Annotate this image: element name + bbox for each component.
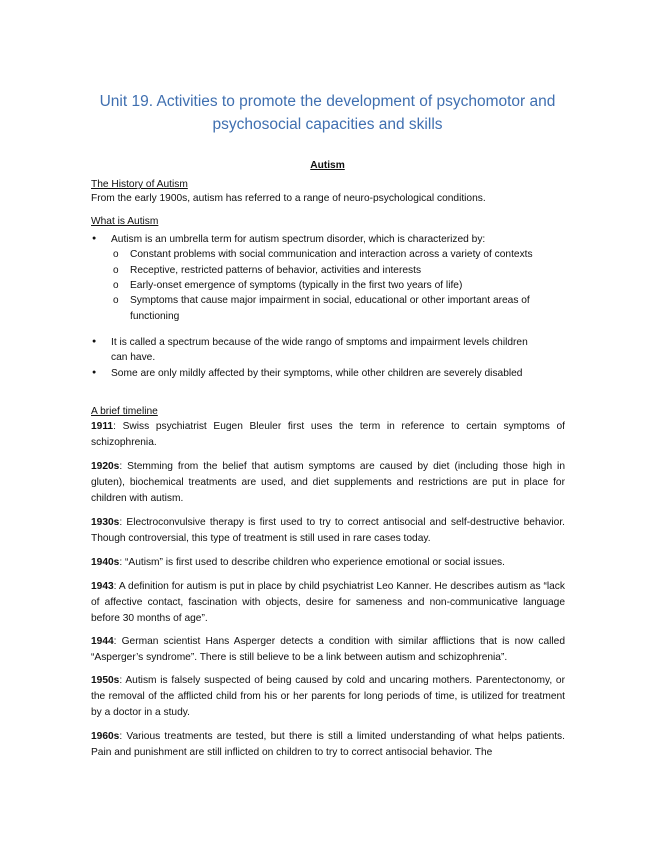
sub-bullet-text: Constant problems with social communication and interaction across a variety of contexts [130, 249, 533, 260]
what-is-heading: What is Autism [91, 216, 159, 227]
timeline-entry [91, 673, 565, 721]
timeline-text: : Swiss psychiatrist Eugen Bleuler first uses the term in reference to certain symptoms of schizophrenia. [91, 421, 565, 448]
timeline-text: : Stemming from the belief that autism symptoms are caused by diet (including those high in gluten), biochemical treatments are used, and diet supplements and restrictions are put in place for children with autism. [91, 461, 565, 504]
timeline-text: : Electroconvulsive therapy is first used to try to correct antisocial and self-destructive behavior. Though controversial, this type of treatment is still used in rare cases today. [91, 517, 565, 544]
timeline-entry [91, 579, 565, 627]
timeline-heading: A brief timeline [91, 406, 158, 417]
timeline-year: 1943 [91, 581, 114, 592]
sub-bullet-marker: o [113, 280, 119, 291]
section-heading: Autism [310, 160, 345, 171]
bullet-marker: ● [92, 235, 97, 242]
sub-bullet-marker: o [113, 249, 119, 260]
sub-bullet-marker: o [113, 295, 119, 306]
timeline-text: : “Autism” is first used to describe children who experience emotional or social issues. [119, 557, 505, 568]
timeline-year: 1944 [91, 636, 114, 647]
timeline-entry [91, 729, 565, 761]
bullet-marker: ● [92, 338, 97, 345]
bullet-text-continued: can have. [111, 352, 156, 363]
timeline-text: : A definition for autism is put in place by child psychiatrist Leo Kanner. He describes autism as “lack of affective contact, fascination with objects, desire for sameness and non-communicative language before 30 months of age”. [91, 581, 565, 624]
timeline-text: : Autism is falsely suspected of being caused by cold and uncaring mothers. Parentectonomy, or the removal of the afflicted child from his or her parents for long periods of time, is utilized for treatment by a doctor in a study. [91, 675, 565, 718]
document-title: Unit 19. Activities to promote the development of psychomotor and psychosocial capacities and skills [99, 93, 556, 133]
timeline-text: : Various treatments are tested, but there is still a limited understanding of what helps patients. Pain and punishment are still inflicted on children to try to correct antisocial behavior. The [91, 731, 565, 758]
timeline-entry [91, 515, 565, 547]
bullet-marker: ● [92, 369, 97, 376]
timeline-year: 1911 [91, 421, 114, 432]
sub-bullet-text: Receptive, restricted patterns of behavior, activities and interests [130, 265, 422, 276]
timeline-year: 1940s [91, 557, 120, 568]
sub-bullet-text-continued: functioning [130, 311, 180, 322]
sub-bullet-text: Symptoms that cause major impairment in social, educational or other important areas of [130, 295, 530, 306]
timeline-text: : German scientist Hans Asperger detects a condition with similar afflictions that is now called “Asperger’s syndrome”. There is still believe to be a link between autism and schizophrenia”. [91, 636, 565, 663]
bullet-text: It is called a spectrum because of the wide rango of smptoms and impairment levels children [111, 337, 528, 348]
sub-bullet-text: Early-onset emergence of symptoms (typically in the first two years of life) [130, 280, 463, 291]
timeline-year: 1960s [91, 731, 120, 742]
history-text: From the early 1900s, autism has referred to a range of neuro-psychological conditions. [91, 193, 486, 204]
sub-bullet-marker: o [113, 265, 119, 276]
timeline-entry [91, 459, 565, 507]
bullet-text: Autism is an umbrella term for autism spectrum disorder, which is characterized by: [111, 234, 486, 245]
history-heading: The History of Autism [91, 179, 188, 190]
bullet-text: Some are only mildly affected by their symptoms, while other children are severely disabled [111, 368, 523, 379]
timeline-entry [91, 419, 565, 451]
timeline-entry [91, 555, 565, 571]
timeline-year: 1930s [91, 517, 120, 528]
timeline-year: 1950s [91, 675, 120, 686]
timeline-year: 1920s [91, 461, 120, 472]
timeline-entry [91, 634, 565, 666]
